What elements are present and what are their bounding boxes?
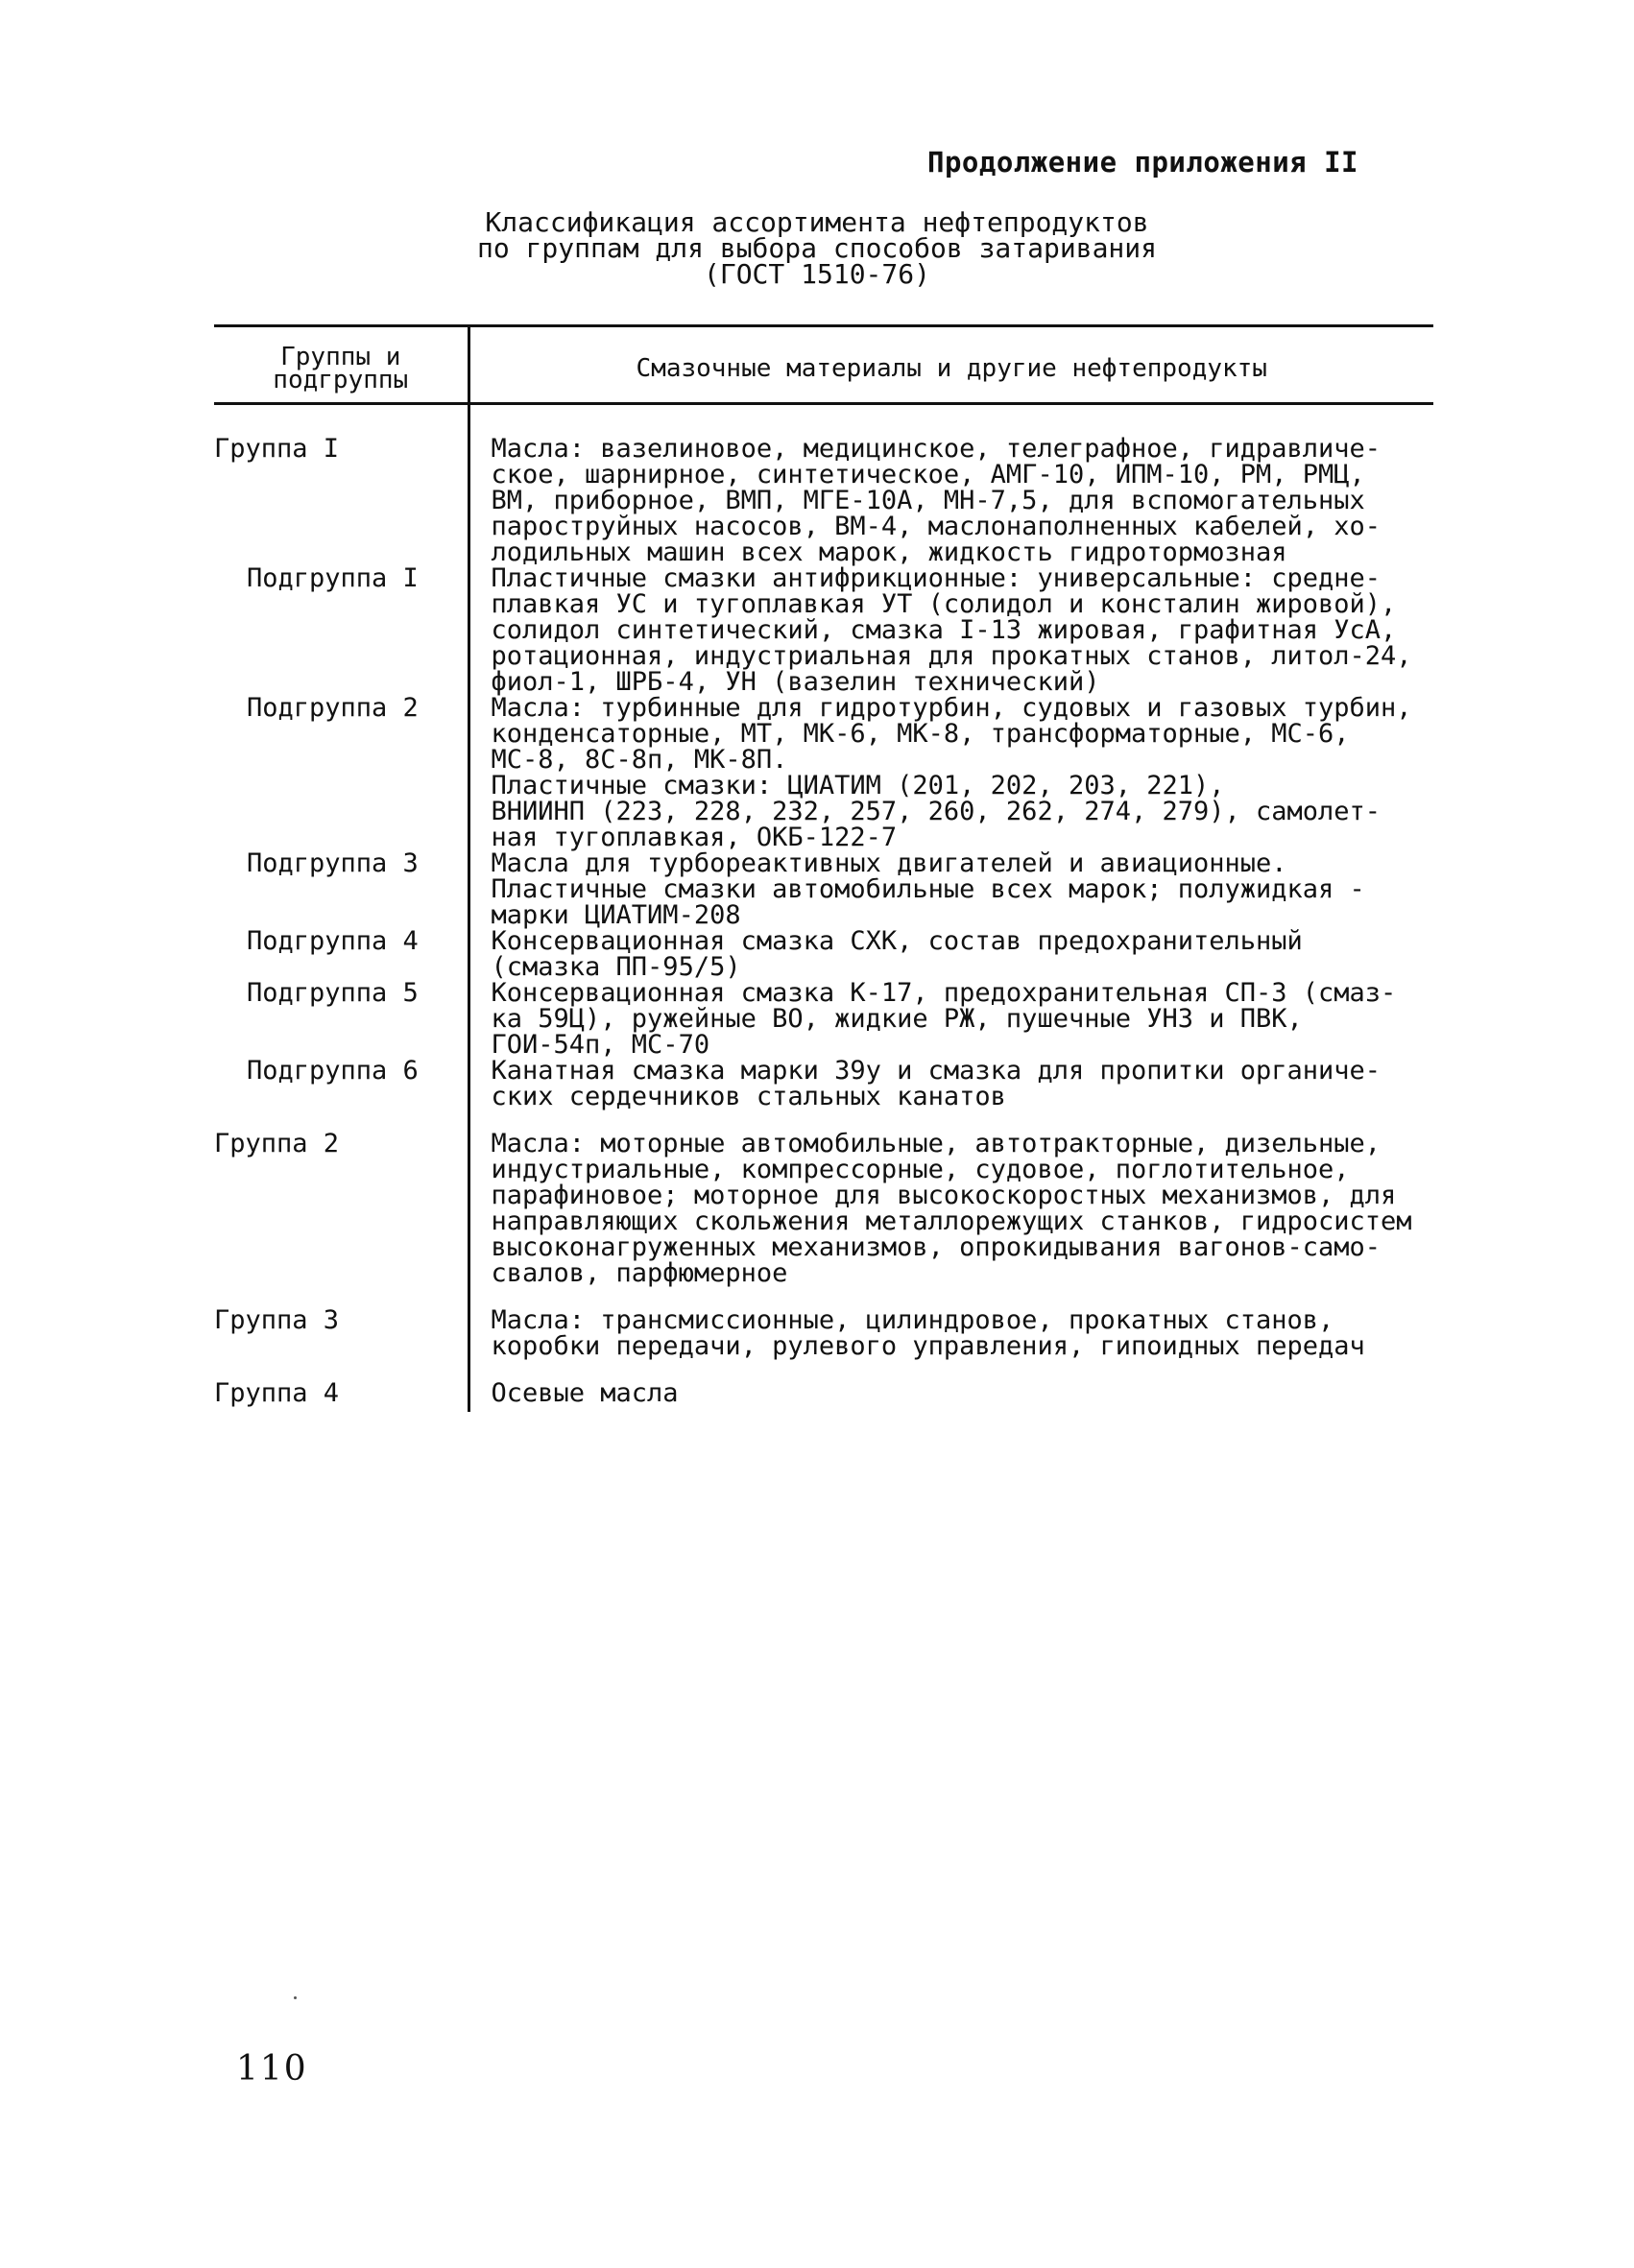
materials-cell [469,850,1433,928]
materials-cell [469,1110,1433,1286]
materials-text: Масла: трансмиссионные, цилиндровое, прокатных станов, коробки передачи, рулевого управления, гипоидных передач [491,1305,1365,1361]
table-row [214,695,1433,850]
group-cell [214,695,469,850]
materials-cell [469,1359,1433,1412]
continuation-label: Продолжение приложения II [927,146,1358,179]
page-number: 110 [236,2049,308,2089]
materials-text: Пластичные смазки антифрикционные: универсальные: средне- плавкая УС и тугоплавкая УТ (солидол и консталин жировой), солидол синтетический, смазка I-13 жировая, графитная УсА, ротационная, индустриальная для прокатных станов, литол-24, фиол-1, ШРБ-4, УН (вазелин технический) [491,563,1412,697]
table-row [214,980,1433,1058]
materials-text: Масла: вазелиновое, медицинское, телеграфное, гидравличе- ское, шарнирное, синтетическое, АМГ-10, ИПМ-10, РМ, РМЦ, ВМ, приборное, ВМП, МГЕ-10А, МН-7,5, для вспомогательных пароструйных насосов, ВМ-4, маслонаполненных кабелей, хо- лодильных машин всех марок, жидкость гидротормозная [491,434,1382,567]
materials-cell [469,1058,1433,1110]
group-label: Подгруппа 5 [247,978,419,1008]
group-cell [214,565,469,695]
document-heading [0,206,1634,290]
group-label: Подгруппа 2 [247,693,419,723]
table-row [214,1110,1433,1286]
group-label: Подгруппа I [247,563,419,593]
materials-cell [469,928,1433,980]
table-row [214,1058,1433,1110]
table-row [214,565,1433,695]
heading-line-3: (ГОСТ 1510-76) [703,258,930,290]
materials-text: Масла: моторные автомобильные, автотракторные, дизельные, индустриальные, компрессорные, судовое, поглотительное, парафиновое; моторное для высокоскоростных механизмов, для направляющих скольжения металлорежущих станков, гидросистем высоконагруженных механизмов, опрокидывания вагонов-само- свалов, парфюмерное [491,1129,1412,1288]
group-cell [214,1058,469,1110]
materials-text: Консервационная смазка СХК, состав предохранительный (смазка ПП-95/5) [491,926,1303,982]
materials-cell [469,695,1433,850]
group-cell [214,1359,469,1412]
materials-cell [469,980,1433,1058]
scan-speck [294,1996,297,1999]
group-label: Подгруппа 6 [247,1056,419,1086]
materials-cell [469,565,1433,695]
heading-line-2: по группам для выбора способов затаривания [476,232,1157,264]
table-header-row [214,326,1433,404]
group-label: Группа 2 [214,1129,340,1158]
classification-table [214,324,1433,1412]
group-cell [214,1110,469,1286]
materials-text: Осевые масла [491,1378,679,1408]
group-cell [214,928,469,980]
materials-cell [469,404,1433,566]
column-header-groups: Группы и подгруппы [214,326,469,404]
group-cell [214,850,469,928]
table-row [214,850,1433,928]
group-label: Подгруппа 3 [247,848,419,878]
materials-text: Консервационная смазка К-17, предохранительная СП-3 (смаз- ка 59Ц), ружейные ВО, жидкие РЖ, пушечные УНЗ и ПВК, ГОИ-54п, МС-70 [491,978,1397,1060]
table-row [214,404,1433,566]
group-label: Группа 4 [214,1378,340,1408]
table-row [214,928,1433,980]
materials-cell [469,1286,1433,1359]
table-row [214,1359,1433,1412]
group-cell [214,404,469,566]
group-cell [214,1286,469,1359]
materials-text: Канатная смазка марки 39у и смазка для пропитки органиче- ских сердечников стальных канатов [491,1056,1382,1111]
column-header-materials: Смазочные материалы и другие нефтепродукты [469,326,1433,404]
group-label: Группа 3 [214,1305,340,1335]
group-label: Подгруппа 4 [247,926,419,956]
materials-text: Масла для турбореактивных двигателей и авиационные. Пластичные смазки автомобильные всех марок; полужидкая - марки ЦИАТИМ-208 [491,848,1365,930]
materials-text: Масла: турбинные для гидротурбин, судовых и газовых турбин, конденсаторные, МТ, МК-6, МК-8, трансформаторные, МС-6, МС-8, 8С-8п, МК-8П. Пластичные смазки: ЦИАТИМ (201, 202, 203, 221), ВНИИНП (223, 228, 232, 257, 260, 262, 274, 279), самолет- ная тугоплавкая, ОКБ-122-7 [491,693,1412,852]
table-row [214,1286,1433,1359]
group-cell [214,980,469,1058]
heading-line-1: Классификация ассортимента нефтепродуктов [485,206,1149,238]
group-label: Группа I [214,434,340,464]
